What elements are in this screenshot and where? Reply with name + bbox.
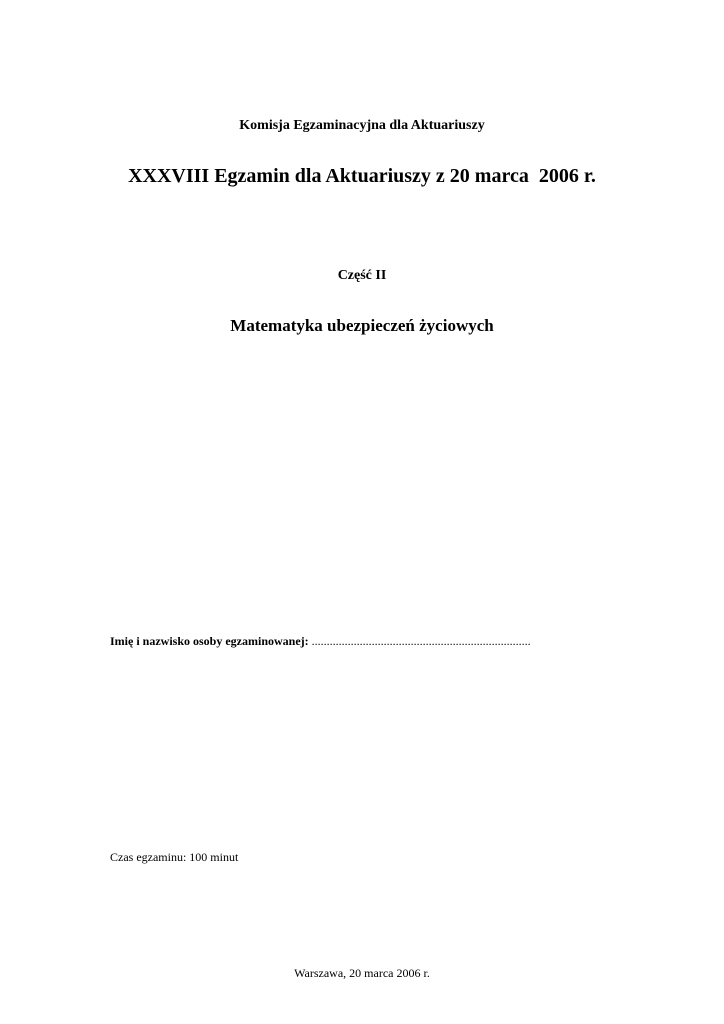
- exam-title: XXXVIII Egzamin dla Aktuariuszy z 20 marca 2006 r.: [128, 165, 596, 187]
- exam-part: Część II: [337, 268, 387, 283]
- committee-name: Komisja Egzaminacyjna dla Aktuariuszy: [239, 118, 485, 133]
- candidate-name-line: [110, 634, 531, 649]
- exam-subject: Matematyka ubezpieczeń życiowych: [230, 316, 494, 335]
- place-and-date: Warszawa, 20 marca 2006 r.: [294, 966, 430, 980]
- exam-duration: Czas egzaminu: 100 minut: [110, 850, 239, 864]
- candidate-name-field: .........................................................................: [308, 634, 531, 648]
- candidate-name-label: Imię i nazwisko osoby egzaminowanej:: [110, 634, 309, 648]
